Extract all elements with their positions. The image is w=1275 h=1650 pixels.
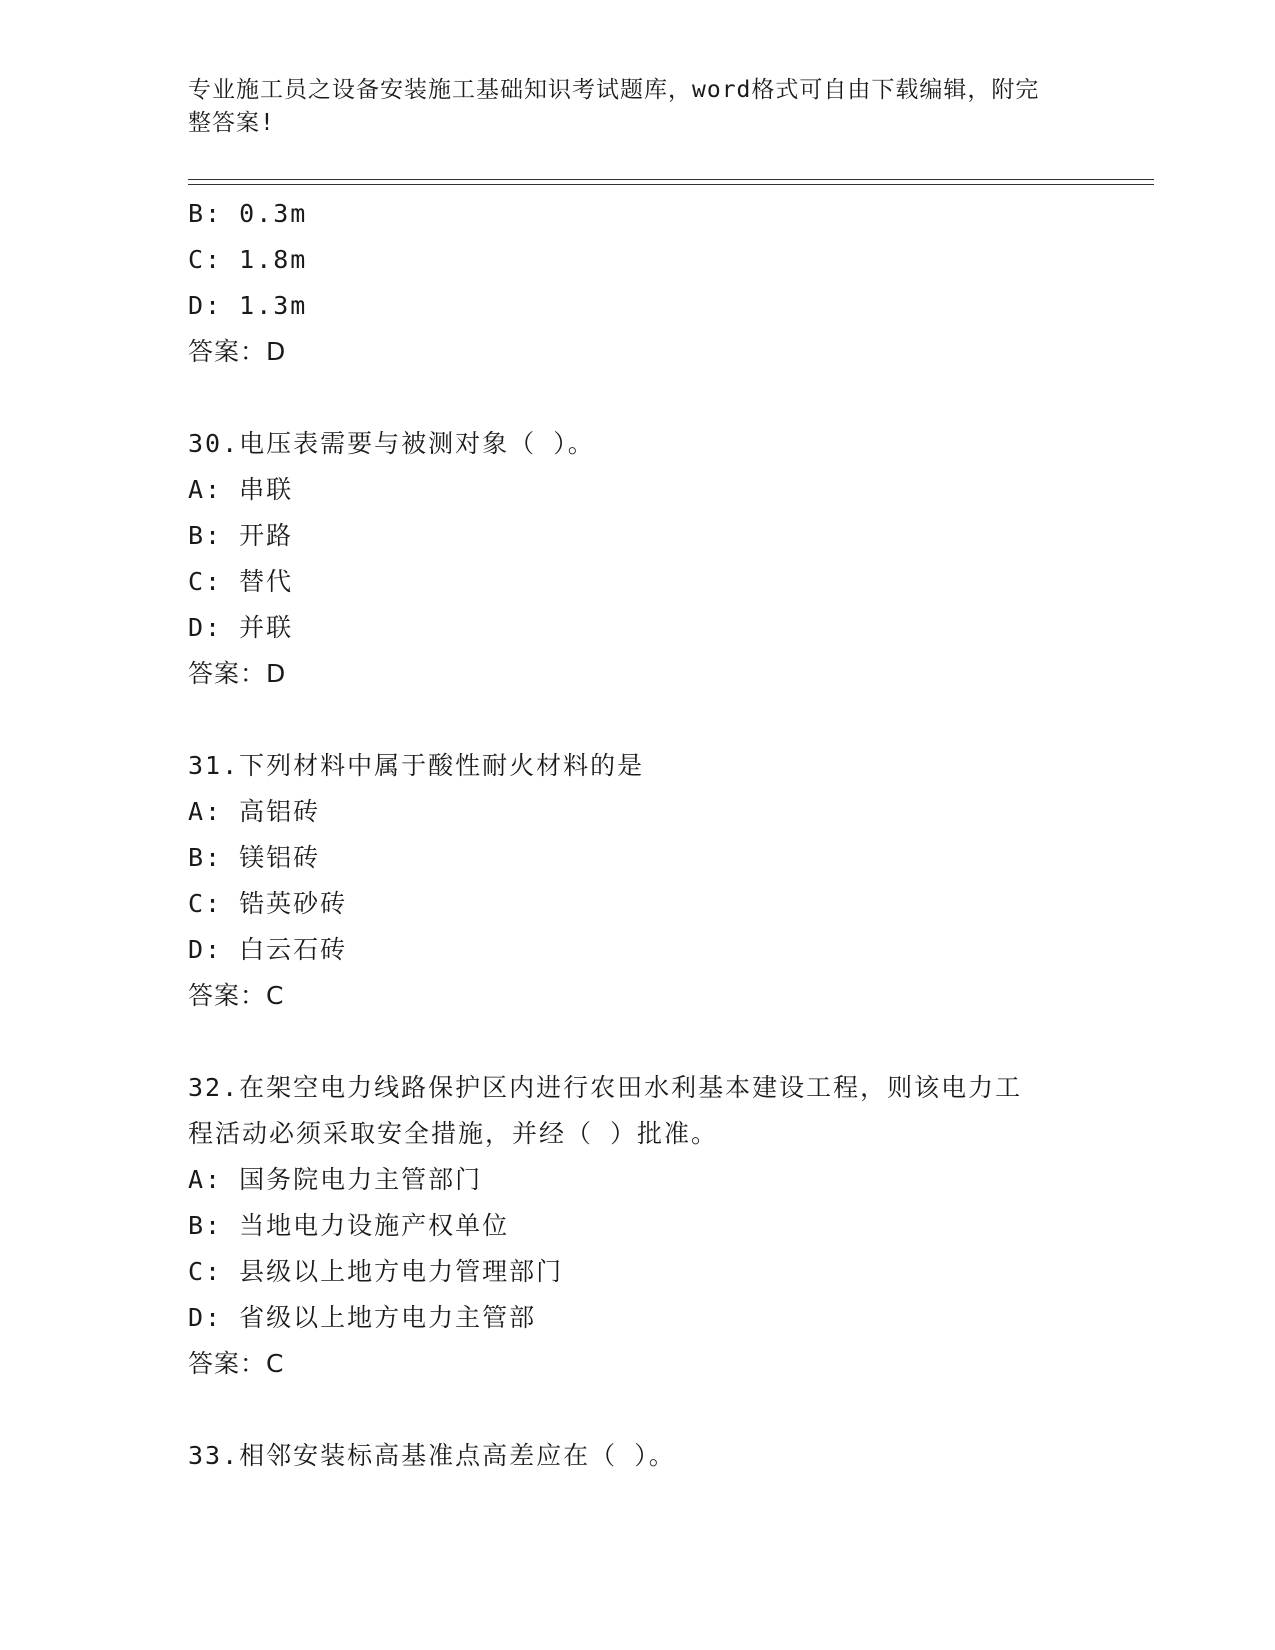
- q32-question-line-2: 程活动必须采取安全措施，并经（ ）批准。: [188, 1119, 719, 1148]
- q32-option-c: C: 县级以上地方电力管理部门: [188, 1257, 564, 1286]
- q32-option-d: D: 省级以上地方电力主管部: [188, 1303, 537, 1332]
- q32-option-a: A: 国务院电力主管部门: [188, 1165, 483, 1194]
- q29-answer: 答案：D: [188, 337, 287, 366]
- header-line-1: 专业施工员之设备安装施工基础知识考试题库，word格式可自由下载编辑，附完: [188, 77, 1040, 103]
- q31-option-b: B: 镁铝砖: [188, 843, 321, 872]
- q30-answer: 答案：D: [188, 659, 287, 688]
- q30-option-d: D: 并联: [188, 613, 294, 642]
- q30-option-c: C: 替代: [188, 567, 294, 596]
- q32-option-b: B: 当地电力设施产权单位: [188, 1211, 510, 1240]
- q31-answer: 答案：C: [188, 981, 285, 1010]
- header-divider-top: [188, 179, 1154, 180]
- q30-question: 30.电压表需要与被测对象（ ）。: [188, 429, 595, 458]
- header-line-2: 整答案!: [188, 110, 275, 136]
- q32-answer: 答案：C: [188, 1349, 285, 1378]
- q32-question-line-1: 32.在架空电力线路保护区内进行农田水利基本建设工程，则该电力工: [188, 1073, 1023, 1102]
- q31-option-d: D: 白云石砖: [188, 935, 348, 964]
- document-header: [188, 74, 1068, 140]
- q31-option-a: A: 高铝砖: [188, 797, 321, 826]
- q29-option-b: B: 0.3m: [188, 199, 308, 228]
- q29-option-c: C: 1.8m: [188, 245, 308, 274]
- q31-question: 31.下列材料中属于酸性耐火材料的是: [188, 751, 645, 780]
- q29-option-d: D: 1.3m: [188, 291, 308, 320]
- q33-question: 33.相邻安装标高基准点高差应在（ ）。: [188, 1441, 676, 1470]
- q30-option-b: B: 开路: [188, 521, 294, 550]
- header-divider-bottom: [188, 184, 1154, 185]
- q31-option-c: C: 锆英砂砖: [188, 889, 348, 918]
- q30-option-a: A: 串联: [188, 475, 294, 504]
